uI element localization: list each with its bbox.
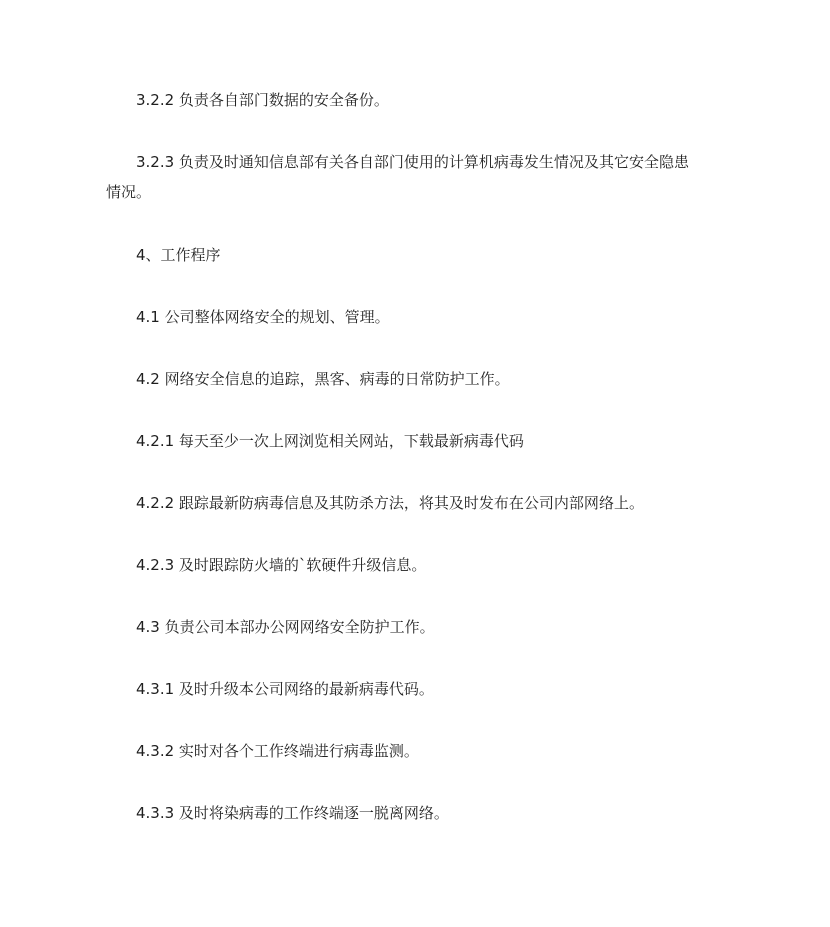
paragraph-4-3-3 <box>0 798 830 828</box>
paragraph-line: 4.2.3 及时跟踪防火墙的`软硬件升级信息。 <box>136 556 427 574</box>
paragraph-line: 3.2.2 负责各自部门数据的安全备份。 <box>136 91 389 109</box>
paragraph-3-2-2 <box>0 85 830 115</box>
paragraph-line: 4.2.2 跟踪最新防病毒信息及其防杀方法，将其及时发布在公司内部网络上。 <box>136 494 644 512</box>
paragraph-line: 4.3 负责公司本部办公网网络安全防护工作。 <box>136 618 435 636</box>
paragraph-line: 4.3.1 及时升级本公司网络的最新病毒代码。 <box>136 680 434 698</box>
paragraph-line: 4.3.3 及时将染病毒的工作终端逐一脱离网络。 <box>136 804 449 822</box>
paragraph-4-2 <box>0 364 830 394</box>
paragraph-line: 4.2.1 每天至少一次上网浏览相关网站，下载最新病毒代码 <box>136 432 524 450</box>
paragraph-4-2-2 <box>0 488 830 518</box>
paragraph-4-3-1 <box>0 674 830 704</box>
paragraph-4-2-3 <box>0 550 830 580</box>
paragraph-3-2-3 <box>0 147 830 207</box>
paragraph-line: 3.2.3 负责及时通知信息部有关各自部门使用的计算机病毒发生情况及其它安全隐患 <box>136 153 689 171</box>
paragraph-4-1 <box>0 302 830 332</box>
paragraph-line: 4.2 网络安全信息的追踪，黑客、病毒的日常防护工作。 <box>136 370 510 388</box>
section-heading-4 <box>0 240 830 270</box>
paragraph-line: 情况。 <box>106 183 152 201</box>
paragraph-line: 4.1 公司整体网络安全的规划、管理。 <box>136 308 390 326</box>
paragraph-4-3-2 <box>0 736 830 766</box>
paragraph-line: 4、工作程序 <box>136 246 221 264</box>
paragraph-4-3 <box>0 612 830 642</box>
paragraph-line: 4.3.2 实时对各个工作终端进行病毒监测。 <box>136 742 419 760</box>
paragraph-4-2-1 <box>0 426 830 456</box>
